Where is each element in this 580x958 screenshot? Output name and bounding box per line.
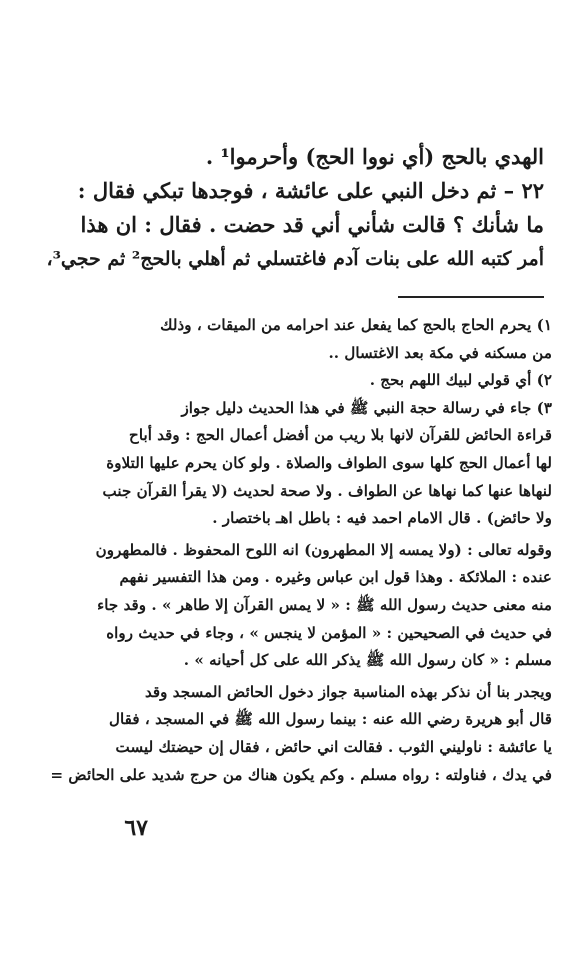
footnote-line: عنده : الملائكة . وهذا قول ابن عباس وغيره . ومن هذا التفسير نفهم: [119, 568, 552, 587]
footnote-line: وقوله تعالى : (ولا يمسه إلا المطهرون) انه اللوح المحفوظ . فالمطهرون: [95, 540, 552, 559]
footnote-line: ٣) جاء في رسالة حجة النبي ﷺ في هذا الحديث دليل جواز: [181, 398, 552, 417]
footnote-line: ٢) أي قولي لبيك اللهم بحج .: [369, 371, 552, 390]
main-line: ٢٢ – ثم دخل النبي على عائشة ، فوجدها تبكي فقال :: [77, 178, 544, 203]
footnotes: [30, 312, 552, 789]
footnote-line: قراءة الحائض للقرآن لانها بلا ريب من أفضل أعمال الحج : وقد أباح: [129, 426, 552, 445]
footnote-line: مسلم : « كان رسول الله ﷺ يذكر الله على كل أحيانه » .: [183, 651, 552, 670]
main-line: الهدي بالحج (أي نووا الحج) وأحرموا¹ .: [205, 144, 544, 169]
main-line: ما شأنك ؟ قالت شأني أني قد حضت . فقال : ان هذا: [80, 212, 544, 237]
footnote-line: قال أبو هريرة رضي الله عنه : بينما رسول الله ﷺ في المسجد ، فقال: [109, 710, 552, 729]
footnote-line: ولا حائض) . قال الامام احمد فيه : باطل اهـ باختصار .: [212, 509, 552, 528]
footnote-line: لها أعمال الحج كلها سوى الطواف والصلاة . ولو كان يحرم عليها التلاوة: [106, 453, 552, 472]
footnote-line: ١) يحرم الحاج بالحج كما يفعل عند احرامه من الميقات ، وذلك: [160, 316, 552, 334]
footnote-line: لنهاها عنها كما نهاها عن الطواف . ولا صحة لحديث (لا يقرأ القرآن جنب: [102, 481, 552, 500]
footnote-line: يا عائشة : ناوليني الثوب . فقالت اني حائض ، فقال إن حيضتك ليست: [115, 737, 552, 756]
footnote-line: منه معنى حديث رسول الله ﷺ : « لا يمس القرآن إلا طاهر » . وقد جاء: [97, 595, 552, 614]
footnote-separator: [398, 296, 544, 298]
footnote-line: في حديث في الصحيحين : « المؤمن لا ينجس » ، وجاء في حديث رواه: [106, 623, 552, 642]
footnote-line: في يدك ، فناولته : رواه مسلم . وكم يكون هناك من حرج شديد على الحائض =: [50, 765, 552, 784]
main-text: [34, 140, 544, 276]
page-number: ٦٧: [124, 815, 148, 841]
footnote-line: ويجدر بنا أن نذكر بهذه المناسبة جواز دخول الحائض المسجد وقد: [144, 682, 552, 701]
main-line: أمر كتبه الله على بنات آدم فاغتسلي ثم أهلي بالحج² ثم حجي³،: [46, 248, 544, 270]
footnote-line: من مسكنه في مكة بعد الاغتسال ..: [328, 343, 552, 362]
